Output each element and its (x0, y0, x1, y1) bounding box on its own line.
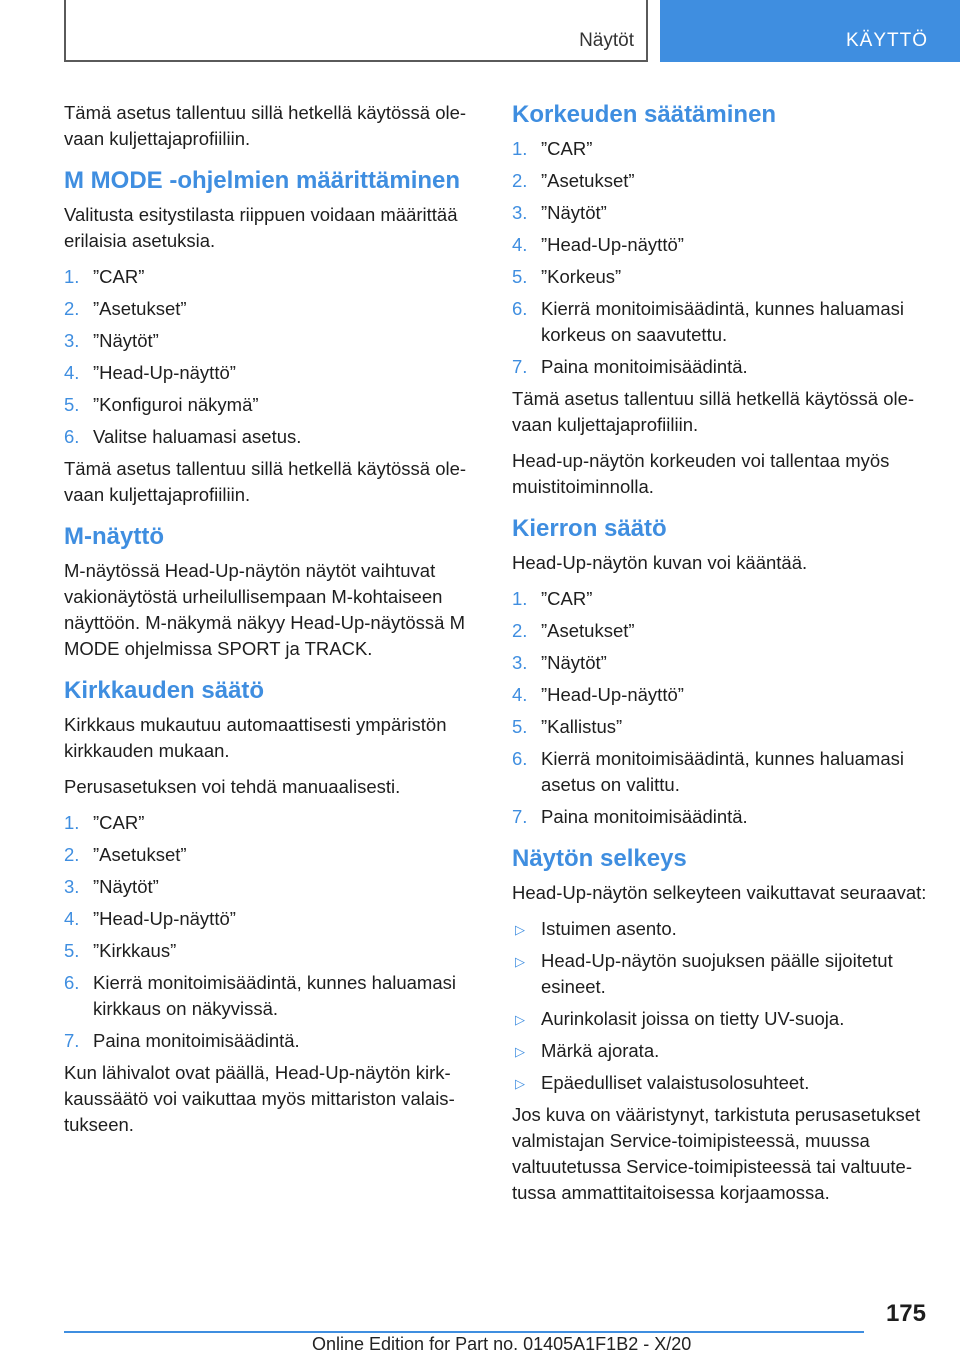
step-number: 2. (64, 298, 80, 319)
header-section-title: Näytöt (579, 30, 634, 51)
left-column (64, 100, 484, 1148)
height-after1: Tämä asetus tallentuu sillä hetkellä käytössä olevaan kuljettajaprofiiliin. (512, 388, 915, 435)
step-item (64, 938, 484, 964)
mmode-after: Tämä asetus tallentuu sillä hetkellä käytössä olevaan kuljettajaprofiiliin. (64, 458, 467, 505)
clarity-bullets (512, 916, 932, 1096)
mmode-steps (64, 264, 484, 450)
bullet-text: Istuimen asento. (541, 918, 677, 939)
bullet-text: Epäedulliset valaistusolosuhteet. (541, 1072, 810, 1093)
brightness-text2: Perusasetuksen voi tehdä manuaalisesti. (64, 776, 401, 797)
step-text: Paina monitoimisäädintä. (541, 806, 748, 827)
rotation-heading: Kierron säätö (512, 515, 667, 542)
step-text: ”Asetukset” (93, 298, 187, 319)
step-number: 1. (512, 138, 528, 159)
step-text: ”Näytöt” (541, 652, 607, 673)
step-text: ”Asetukset” (93, 844, 187, 865)
header-section-box (64, 0, 648, 62)
step-item (64, 392, 484, 418)
step-number: 4. (512, 684, 528, 705)
step-item (512, 586, 932, 612)
step-number: 4. (64, 362, 80, 383)
step-number: 4. (64, 908, 80, 929)
brightness-steps (64, 810, 484, 1054)
step-text: Paina monitoimisäädintä. (93, 1030, 300, 1051)
step-number: 5. (512, 716, 528, 737)
step-number: 6. (512, 748, 528, 769)
page-number: 175 (885, 1300, 926, 1327)
bullet-item (512, 1070, 932, 1096)
step-number: 1. (64, 812, 80, 833)
step-number: 7. (64, 1030, 80, 1051)
rotation-text: Head-Up-näytön kuvan voi kääntää. (512, 552, 808, 573)
step-item (64, 874, 484, 900)
step-number: 6. (64, 972, 80, 993)
step-text: ”Korkeus” (541, 266, 622, 287)
clarity-heading: Näytön selkeys (512, 845, 687, 872)
height-steps (512, 136, 932, 380)
step-item (512, 168, 932, 194)
step-text: Kierrä monitoimisäädintä, kunnes haluamasi korkeus on saavutettu. (541, 298, 904, 345)
step-text: ”CAR” (93, 812, 145, 833)
height-after2: Head-up-näytön korkeuden voi tallentaa myös muistitoiminnolla. (512, 450, 890, 497)
triangle-bullet-icon: ▷ (515, 1012, 525, 1027)
step-number: 4. (512, 234, 528, 255)
triangle-bullet-icon: ▷ (515, 954, 525, 969)
step-text: ”Näytöt” (93, 330, 159, 351)
bullet-text: Head-Up-näytön suojuksen päälle sijoitetut esineet. (541, 950, 893, 997)
intro-paragraph: Tämä asetus tallentuu sillä hetkellä käytössä olevaan kuljettajaprofiiliin. (64, 102, 467, 149)
step-text: ”Asetukset” (541, 170, 635, 191)
step-item (64, 296, 484, 322)
step-item (64, 970, 484, 1022)
step-item (64, 360, 484, 386)
step-text: ”CAR” (541, 588, 593, 609)
bullet-item (512, 916, 932, 942)
step-text: Paina monitoimisäädintä. (541, 356, 748, 377)
step-item (512, 296, 932, 348)
step-item (512, 264, 932, 290)
step-text: ”Head-Up-näyttö” (541, 684, 684, 705)
step-text: ”Näytöt” (541, 202, 607, 223)
mmode-text: Valitusta esitystilasta riippuen voidaan määrittää erilaisia asetuksia. (64, 204, 458, 251)
brightness-text1: Kirkkaus mukautuu automaattisesti ympäristön kirkkauden mukaan. (64, 714, 447, 761)
brightness-heading: Kirkkauden säätö (64, 677, 265, 704)
step-item (512, 200, 932, 226)
bullet-item (512, 948, 932, 1000)
step-text: Kierrä monitoimisäädintä, kunnes haluamasi asetus on valittu. (541, 748, 904, 795)
step-number: 3. (512, 652, 528, 673)
height-heading: Korkeuden säätäminen (512, 101, 777, 128)
step-item (512, 682, 932, 708)
bullet-item (512, 1006, 932, 1032)
step-text: ”Head-Up-näyttö” (93, 362, 236, 383)
mmode-heading: M MODE -ohjelmien määrittäminen (64, 167, 461, 194)
step-text: ”Asetukset” (541, 620, 635, 641)
rotation-steps (512, 586, 932, 830)
mdisplay-text: M-näytössä Head-Up-näytön näytöt vaihtuvat vakionäytöstä urheilullisempaan M-kohtaiseen näyttöön. M-näkymä näkyy Head-Up-näytössä M MODE ohjelmissa SPORT ja TRACK. (64, 560, 466, 659)
footer-edition: Online Edition for Part no. 01405A1F1B2 - X/20 (312, 1334, 692, 1354)
step-number: 3. (64, 330, 80, 351)
step-number: 1. (64, 266, 80, 287)
step-item (512, 136, 932, 162)
step-number: 5. (64, 940, 80, 961)
step-number: 2. (64, 844, 80, 865)
step-item (512, 714, 932, 740)
step-number: 1. (512, 588, 528, 609)
step-item (64, 328, 484, 354)
step-text: ”Head-Up-näyttö” (541, 234, 684, 255)
step-item (512, 746, 932, 798)
step-text: ”Kallistus” (541, 716, 623, 737)
clarity-text: Head-Up-näytön selkeyteen vaikuttavat seuraavat: (512, 882, 927, 903)
brightness-after: Kun lähivalot ovat päällä, Head-Up-näytön kirkkaussäätö voi vaikuttaa myös mittariston valaistukseen. (64, 1062, 455, 1135)
triangle-bullet-icon: ▷ (515, 922, 525, 937)
step-number: 3. (512, 202, 528, 223)
step-number: 7. (512, 806, 528, 827)
triangle-bullet-icon: ▷ (515, 1044, 525, 1059)
step-text: ”Näytöt” (93, 876, 159, 897)
step-item (64, 810, 484, 836)
footer-divider (64, 1331, 864, 1333)
bullet-item (512, 1038, 932, 1064)
clarity-after: Jos kuva on vääristynyt, tarkistuta perusasetukset valmistajan Service-toimipisteessä, muussa valtuutetussa Service-toimipisteessä tai valtuutetussa ammattitaitoisessa korjaamossa. (512, 1104, 921, 1203)
step-item (64, 1028, 484, 1054)
step-text: ”CAR” (93, 266, 145, 287)
bullet-text: Aurinkolasit joissa on tietty UV-suoja. (541, 1008, 845, 1029)
bullet-text: Märkä ajorata. (541, 1040, 660, 1061)
step-number: 2. (512, 620, 528, 641)
step-number: 5. (64, 394, 80, 415)
step-text: ”Konfiguroi näkymä” (93, 394, 259, 415)
step-item (64, 842, 484, 868)
step-item (64, 424, 484, 450)
step-number: 5. (512, 266, 528, 287)
step-number: 7. (512, 356, 528, 377)
step-number: 2. (512, 170, 528, 191)
step-item (64, 264, 484, 290)
step-number: 6. (64, 426, 80, 447)
step-text: ”CAR” (541, 138, 593, 159)
step-number: 3. (64, 876, 80, 897)
step-text: Kierrä monitoimisäädintä, kunnes haluamasi kirkkaus on näkyvissä. (93, 972, 456, 1019)
header-chapter-title: KÄYTTÖ (845, 30, 928, 51)
step-item (512, 804, 932, 830)
step-item (512, 650, 932, 676)
step-text: Valitse haluamasi asetus. (93, 426, 302, 447)
step-text: ”Head-Up-näyttö” (93, 908, 236, 929)
step-item (512, 232, 932, 258)
step-text: ”Kirkkaus” (93, 940, 177, 961)
header-chapter-tab (660, 0, 960, 62)
step-item (64, 906, 484, 932)
step-item (512, 354, 932, 380)
step-item (512, 618, 932, 644)
step-number: 6. (512, 298, 528, 319)
right-column (512, 100, 932, 1216)
mdisplay-heading: M-näyttö (64, 523, 164, 550)
triangle-bullet-icon: ▷ (515, 1076, 525, 1091)
